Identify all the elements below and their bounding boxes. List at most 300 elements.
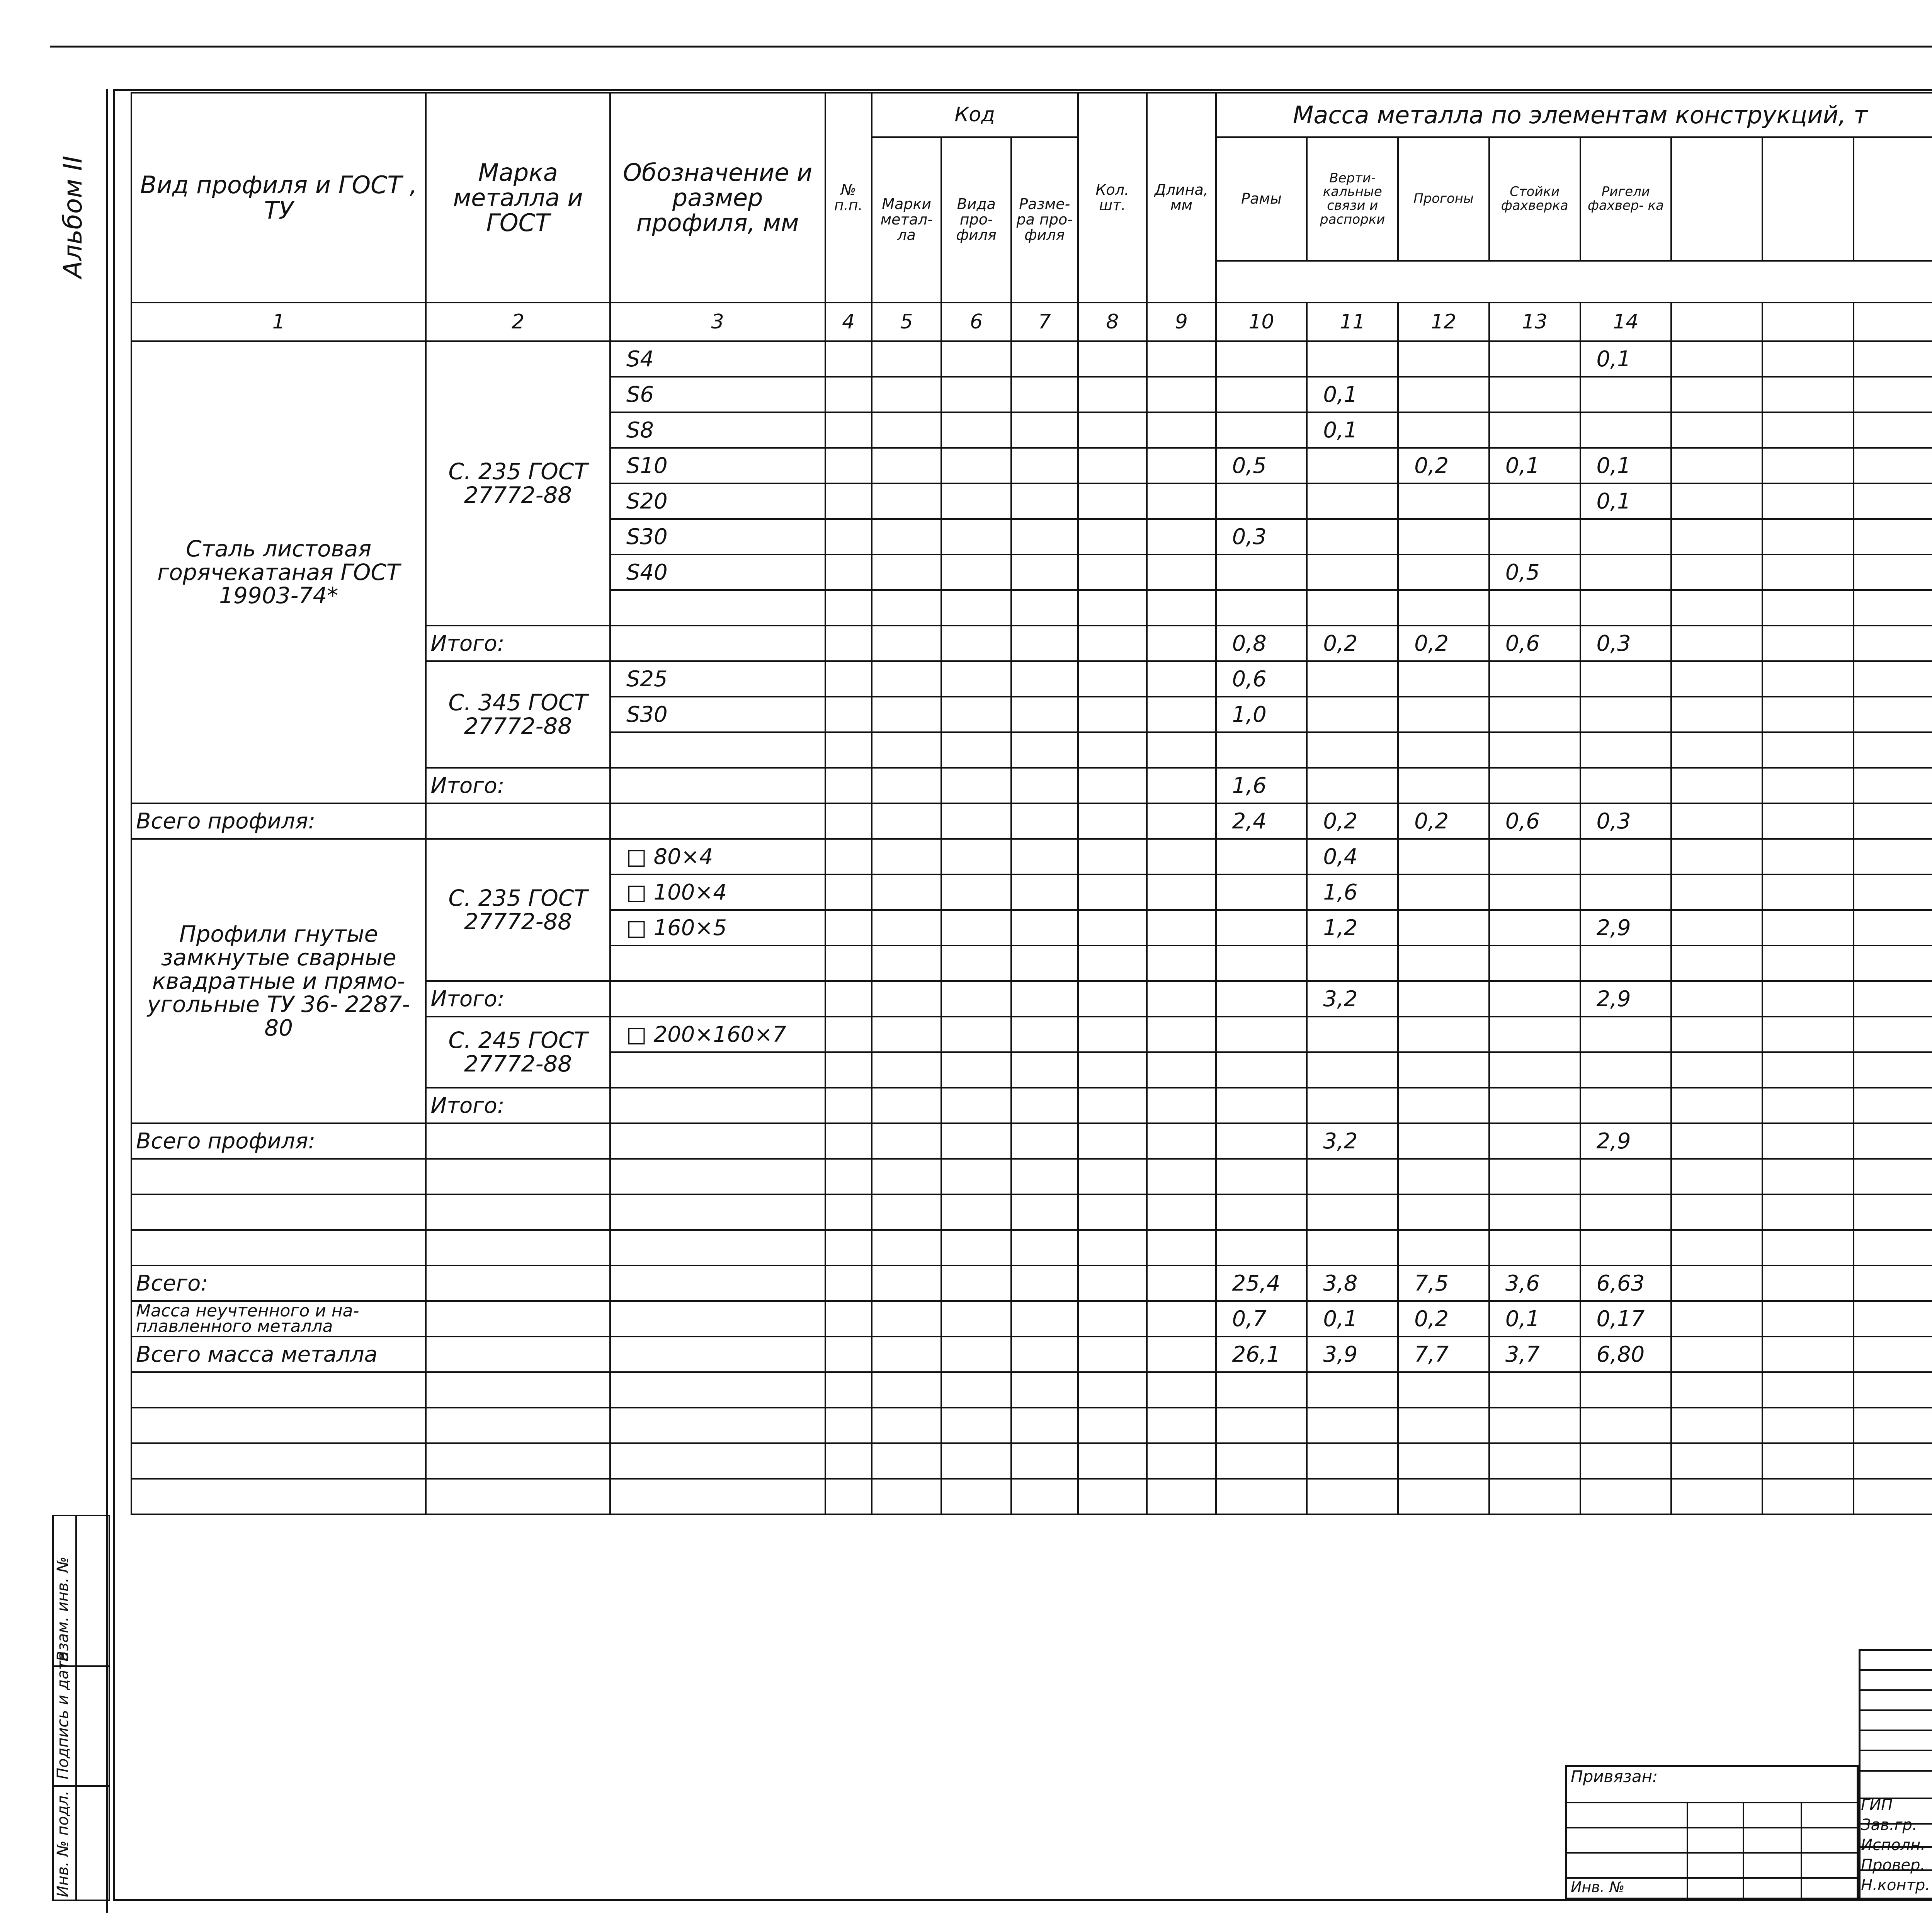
mass-cell-c13 bbox=[1489, 590, 1580, 626]
profile-size bbox=[610, 946, 825, 981]
mass-cell-c11 bbox=[1307, 448, 1398, 483]
table-row bbox=[131, 1159, 1932, 1194]
profile-size bbox=[610, 981, 825, 1017]
side-inv-orig-label: Инв. № подл. bbox=[54, 1791, 72, 1897]
mass-cell-c12: 7,7 bbox=[1398, 1337, 1489, 1372]
empty-cell bbox=[1762, 412, 1854, 448]
empty-cell bbox=[1078, 1479, 1147, 1514]
empty-cell bbox=[1671, 697, 1762, 732]
empty-cell bbox=[1078, 1408, 1147, 1443]
empty-cell bbox=[1078, 590, 1147, 626]
empty-cell bbox=[872, 1159, 942, 1194]
profile-size: □ 160×5 bbox=[610, 910, 825, 946]
empty-cell bbox=[1854, 1123, 1932, 1159]
empty-cell bbox=[872, 1408, 942, 1443]
row-label bbox=[131, 1408, 426, 1443]
table-row bbox=[131, 1265, 1932, 1301]
mass-cell-c11 bbox=[1307, 341, 1398, 377]
empty-cell bbox=[1671, 554, 1762, 590]
empty-cell bbox=[1762, 1017, 1854, 1052]
profile-size: □ 200×160×7 bbox=[610, 1017, 825, 1052]
mass-cell-c12: 0,2 bbox=[1398, 626, 1489, 661]
specification-table bbox=[131, 92, 1932, 1515]
profile-category: Сталь листовая горячекатаная ГОСТ 19903-74* bbox=[131, 341, 426, 803]
mass-cell-c12 bbox=[1398, 1194, 1489, 1230]
profile-size bbox=[610, 803, 825, 839]
mass-cell-c13 bbox=[1489, 981, 1580, 1017]
empty-cell bbox=[825, 448, 872, 483]
mass-cell-c14 bbox=[1580, 839, 1672, 874]
empty-cell bbox=[1078, 946, 1147, 981]
mass-cell-c10: 0,5 bbox=[1216, 448, 1307, 483]
profile-size: S6 bbox=[610, 377, 825, 412]
col-num: 13 bbox=[1489, 303, 1580, 341]
empty-cell bbox=[941, 1408, 1011, 1443]
mass-cell-c12 bbox=[1398, 1017, 1489, 1052]
empty-cell bbox=[1762, 1337, 1854, 1372]
top-frame-line bbox=[50, 46, 1932, 48]
empty-cell bbox=[1762, 1159, 1854, 1194]
empty-cell bbox=[872, 803, 942, 839]
empty-cell bbox=[1671, 839, 1762, 874]
mass-cell-c13 bbox=[1489, 661, 1580, 697]
empty-cell bbox=[1011, 519, 1078, 554]
header-length: Длина, мм bbox=[1147, 93, 1216, 303]
mass-cell-c14: 0,1 bbox=[1580, 448, 1672, 483]
col-num bbox=[1762, 303, 1854, 341]
subtotal-label: Итого: bbox=[426, 626, 610, 661]
mass-cell-c13 bbox=[1489, 732, 1580, 768]
subtotal-label bbox=[426, 1123, 610, 1159]
header-steel-grade: Марка металла и ГОСТ bbox=[426, 93, 610, 303]
empty-cell bbox=[872, 946, 942, 981]
mass-cell-c11: 1,6 bbox=[1307, 874, 1398, 910]
mass-cell-c11 bbox=[1307, 1017, 1398, 1052]
mass-cell-c14 bbox=[1580, 946, 1672, 981]
col-num: 11 bbox=[1307, 303, 1398, 341]
subtotal-label bbox=[426, 803, 610, 839]
subtotal-label bbox=[426, 1479, 610, 1514]
empty-cell bbox=[1762, 1194, 1854, 1230]
mass-cell-c11 bbox=[1307, 1194, 1398, 1230]
mass-cell-c14 bbox=[1580, 1159, 1672, 1194]
profile-size bbox=[610, 1194, 825, 1230]
mass-cell-c14: 2,9 bbox=[1580, 981, 1672, 1017]
empty-cell bbox=[872, 874, 942, 910]
empty-cell bbox=[825, 946, 872, 981]
empty-cell bbox=[1147, 1052, 1216, 1088]
profile-size: S20 bbox=[610, 483, 825, 519]
empty-cell bbox=[1078, 1230, 1147, 1265]
empty-cell bbox=[1078, 1052, 1147, 1088]
empty-cell bbox=[1147, 732, 1216, 768]
empty-cell bbox=[1078, 1265, 1147, 1301]
empty-cell bbox=[1854, 697, 1932, 732]
mass-cell-c14 bbox=[1580, 874, 1672, 910]
mass-cell-c12 bbox=[1398, 1443, 1489, 1479]
mass-cell-c14 bbox=[1580, 1443, 1672, 1479]
empty-cell bbox=[872, 697, 942, 732]
empty-cell bbox=[1762, 1479, 1854, 1514]
mass-cell-c12 bbox=[1398, 981, 1489, 1017]
empty-cell bbox=[1671, 768, 1762, 803]
empty-cell bbox=[825, 483, 872, 519]
empty-cell bbox=[872, 1479, 942, 1514]
header-code-profile: Вида про- филя bbox=[941, 137, 1011, 303]
empty-cell bbox=[1078, 1159, 1147, 1194]
mass-cell-c13 bbox=[1489, 412, 1580, 448]
mass-cell-c13: 0,6 bbox=[1489, 626, 1580, 661]
empty-cell bbox=[825, 554, 872, 590]
mass-cell-c13 bbox=[1489, 1479, 1580, 1514]
mass-cell-c12 bbox=[1398, 590, 1489, 626]
mass-cell-c10 bbox=[1216, 483, 1307, 519]
header-item-no: № п.п. bbox=[825, 93, 872, 303]
empty-cell bbox=[872, 1194, 942, 1230]
empty-cell bbox=[1011, 803, 1078, 839]
empty-cell bbox=[1147, 874, 1216, 910]
mass-cell-c13: 0,1 bbox=[1489, 1301, 1580, 1337]
empty-cell bbox=[1147, 1159, 1216, 1194]
mass-cell-c10: 0,8 bbox=[1216, 626, 1307, 661]
mass-cell-c10 bbox=[1216, 1230, 1307, 1265]
empty-cell bbox=[941, 448, 1011, 483]
empty-cell bbox=[941, 412, 1011, 448]
subtotal-label: Итого: bbox=[426, 768, 610, 803]
mass-cell-c11: 0,2 bbox=[1307, 803, 1398, 839]
row-label bbox=[131, 1159, 426, 1194]
empty-cell bbox=[825, 1408, 872, 1443]
empty-cell bbox=[1147, 1088, 1216, 1123]
header-code: Код bbox=[872, 93, 1078, 137]
empty-cell bbox=[1078, 1194, 1147, 1230]
empty-cell bbox=[872, 1123, 942, 1159]
col-num: 3 bbox=[610, 303, 825, 341]
col-num: 1 bbox=[131, 303, 426, 341]
empty-cell bbox=[1854, 1443, 1932, 1479]
table-row bbox=[131, 1479, 1932, 1514]
mass-cell-c11 bbox=[1307, 1052, 1398, 1088]
mass-cell-c10 bbox=[1216, 1088, 1307, 1123]
empty-cell bbox=[1854, 1372, 1932, 1408]
mass-cell-c12 bbox=[1398, 1088, 1489, 1123]
empty-cell bbox=[1854, 1017, 1932, 1052]
empty-cell bbox=[1854, 1479, 1932, 1514]
mass-cell-c11 bbox=[1307, 1479, 1398, 1514]
empty-cell bbox=[872, 1017, 942, 1052]
mass-cell-c12 bbox=[1398, 732, 1489, 768]
mass-cell-c14: 0,3 bbox=[1580, 626, 1672, 661]
empty-cell bbox=[825, 1265, 872, 1301]
empty-cell bbox=[825, 732, 872, 768]
mass-cell-c12 bbox=[1398, 519, 1489, 554]
empty-cell bbox=[1762, 874, 1854, 910]
mass-cell-c14: 0,1 bbox=[1580, 483, 1672, 519]
empty-cell bbox=[1671, 874, 1762, 910]
mass-cell-c12 bbox=[1398, 1159, 1489, 1194]
profile-size bbox=[610, 1230, 825, 1265]
empty-cell bbox=[1854, 768, 1932, 803]
subtotal-label bbox=[426, 1408, 610, 1443]
empty-cell bbox=[1854, 732, 1932, 768]
mass-cell-c13 bbox=[1489, 519, 1580, 554]
empty-cell bbox=[1671, 341, 1762, 377]
empty-cell bbox=[941, 590, 1011, 626]
subtotal-label bbox=[426, 1194, 610, 1230]
mass-cell-c10: 26,1 bbox=[1216, 1337, 1307, 1372]
empty-cell bbox=[1078, 1017, 1147, 1052]
empty-cell bbox=[941, 910, 1011, 946]
mass-cell-c13 bbox=[1489, 341, 1580, 377]
empty-cell bbox=[1078, 803, 1147, 839]
empty-cell bbox=[825, 341, 872, 377]
empty-cell bbox=[1762, 1408, 1854, 1443]
empty-cell bbox=[1078, 341, 1147, 377]
mass-cell-c14 bbox=[1580, 1230, 1672, 1265]
empty-cell bbox=[1011, 981, 1078, 1017]
empty-cell bbox=[825, 981, 872, 1017]
profile-size bbox=[610, 1443, 825, 1479]
empty-cell bbox=[825, 1337, 872, 1372]
empty-cell bbox=[941, 1479, 1011, 1514]
row-label: Всего профиля: bbox=[131, 1123, 426, 1159]
mass-cell-c11: 0,4 bbox=[1307, 839, 1398, 874]
mass-cell-c14: 6,80 bbox=[1580, 1337, 1672, 1372]
subtotal-label: Итого: bbox=[426, 1088, 610, 1123]
profile-size: □ 100×4 bbox=[610, 874, 825, 910]
table-header bbox=[131, 93, 1932, 341]
mass-cell-c10 bbox=[1216, 1017, 1307, 1052]
mass-cell-c10: 0,3 bbox=[1216, 519, 1307, 554]
mass-cell-c14 bbox=[1580, 1372, 1672, 1408]
empty-cell bbox=[1011, 590, 1078, 626]
empty-cell bbox=[1854, 412, 1932, 448]
empty-cell bbox=[825, 874, 872, 910]
col-num: 10 bbox=[1216, 303, 1307, 341]
empty-cell bbox=[1147, 341, 1216, 377]
mass-cell-c11 bbox=[1307, 1443, 1398, 1479]
mass-cell-c11 bbox=[1307, 661, 1398, 697]
empty-cell bbox=[1011, 910, 1078, 946]
subtotal-label bbox=[426, 1301, 610, 1337]
empty-cell bbox=[1147, 803, 1216, 839]
signature-role: Исполн. bbox=[1861, 1836, 1925, 1854]
table-row bbox=[131, 1337, 1932, 1372]
mass-cell-c10 bbox=[1216, 732, 1307, 768]
side-vzam-label: Взам. инв. № bbox=[54, 1556, 72, 1662]
col-num: 8 bbox=[1078, 303, 1147, 341]
profile-size bbox=[610, 1123, 825, 1159]
empty-cell bbox=[825, 590, 872, 626]
empty-cell bbox=[1854, 1230, 1932, 1265]
mass-cell-c10 bbox=[1216, 377, 1307, 412]
empty-cell bbox=[1011, 1443, 1078, 1479]
empty-cell bbox=[1078, 874, 1147, 910]
empty-cell bbox=[1078, 697, 1147, 732]
empty-cell bbox=[1147, 1408, 1216, 1443]
empty-cell bbox=[872, 626, 942, 661]
mass-cell-c13 bbox=[1489, 377, 1580, 412]
profile-size: S4 bbox=[610, 341, 825, 377]
header-blank-col bbox=[1762, 137, 1854, 261]
empty-cell bbox=[872, 661, 942, 697]
binding-label: Привязан: bbox=[1571, 1767, 1658, 1786]
mass-cell-c11 bbox=[1307, 768, 1398, 803]
empty-cell bbox=[1147, 1265, 1216, 1301]
empty-cell bbox=[941, 768, 1011, 803]
empty-cell bbox=[1762, 341, 1854, 377]
empty-cell bbox=[872, 1337, 942, 1372]
empty-cell bbox=[1147, 377, 1216, 412]
mass-cell-c11: 0,2 bbox=[1307, 626, 1398, 661]
empty-cell bbox=[1854, 519, 1932, 554]
empty-cell bbox=[1671, 1088, 1762, 1123]
empty-cell bbox=[1671, 626, 1762, 661]
steel-grade: С. 245 ГОСТ 27772-88 bbox=[426, 1017, 610, 1088]
empty-cell bbox=[1854, 1088, 1932, 1123]
empty-cell bbox=[1671, 1159, 1762, 1194]
empty-cell bbox=[941, 1301, 1011, 1337]
empty-cell bbox=[1762, 554, 1854, 590]
mass-cell-c12 bbox=[1398, 1408, 1489, 1443]
header-profile-size: Обозначение и размер профиля, мм bbox=[610, 93, 825, 303]
col-num: 2 bbox=[426, 303, 610, 341]
col-num: 12 bbox=[1398, 303, 1489, 341]
empty-cell bbox=[1854, 626, 1932, 661]
empty-cell bbox=[1011, 1479, 1078, 1514]
profile-size bbox=[610, 1337, 825, 1372]
col-num: 5 bbox=[872, 303, 942, 341]
empty-cell bbox=[941, 1372, 1011, 1408]
empty-cell bbox=[825, 412, 872, 448]
mass-cell-c14 bbox=[1580, 412, 1672, 448]
empty-cell bbox=[1078, 1123, 1147, 1159]
mass-cell-c12: 0,2 bbox=[1398, 448, 1489, 483]
empty-cell bbox=[825, 377, 872, 412]
mass-cell-c12: 7,5 bbox=[1398, 1265, 1489, 1301]
empty-cell bbox=[941, 839, 1011, 874]
mass-cell-c10 bbox=[1216, 1408, 1307, 1443]
empty-cell bbox=[1671, 519, 1762, 554]
mass-cell-c14 bbox=[1580, 1088, 1672, 1123]
mass-cell-c12 bbox=[1398, 1372, 1489, 1408]
empty-cell bbox=[1854, 448, 1932, 483]
empty-cell bbox=[941, 626, 1011, 661]
empty-cell bbox=[872, 1230, 942, 1265]
empty-cell bbox=[1854, 1408, 1932, 1443]
empty-cell bbox=[1147, 483, 1216, 519]
col-num bbox=[1854, 303, 1932, 341]
mass-cell-c12 bbox=[1398, 697, 1489, 732]
header-blank-band bbox=[1216, 261, 1932, 303]
empty-cell bbox=[872, 1088, 942, 1123]
mass-cell-c10: 0,6 bbox=[1216, 661, 1307, 697]
empty-cell bbox=[1147, 626, 1216, 661]
empty-cell bbox=[1011, 732, 1078, 768]
empty-cell bbox=[872, 1052, 942, 1088]
header-bracing: Верти- кальные связи и распорки bbox=[1307, 137, 1398, 261]
table-row bbox=[131, 1194, 1932, 1230]
profile-size bbox=[610, 1301, 825, 1337]
empty-cell bbox=[1147, 590, 1216, 626]
mass-cell-c12 bbox=[1398, 661, 1489, 697]
header-blank-col bbox=[1671, 137, 1762, 261]
empty-cell bbox=[872, 1265, 942, 1301]
inventory-label: Инв. № bbox=[1571, 1879, 1625, 1896]
empty-cell bbox=[1762, 1265, 1854, 1301]
empty-cell bbox=[1147, 1443, 1216, 1479]
mass-cell-c10: 1,0 bbox=[1216, 697, 1307, 732]
empty-cell bbox=[825, 1372, 872, 1408]
mass-cell-c14: 0,1 bbox=[1580, 341, 1672, 377]
empty-cell bbox=[1011, 1372, 1078, 1408]
profile-size bbox=[610, 1479, 825, 1514]
empty-cell bbox=[1147, 1230, 1216, 1265]
empty-cell bbox=[1671, 732, 1762, 768]
empty-cell bbox=[1671, 981, 1762, 1017]
empty-cell bbox=[825, 1194, 872, 1230]
mass-cell-c12 bbox=[1398, 483, 1489, 519]
empty-cell bbox=[1762, 839, 1854, 874]
empty-cell bbox=[1854, 1301, 1932, 1337]
col-num: 9 bbox=[1147, 303, 1216, 341]
table-row bbox=[131, 341, 1932, 377]
empty-cell bbox=[1147, 910, 1216, 946]
empty-cell bbox=[1147, 1479, 1216, 1514]
profile-size bbox=[610, 1159, 825, 1194]
header-wall-girts: Ригели фахвер- ка bbox=[1580, 137, 1672, 261]
profile-size: S25 bbox=[610, 661, 825, 697]
row-label bbox=[131, 1230, 426, 1265]
signature-role: ГИП bbox=[1861, 1796, 1893, 1814]
empty-cell bbox=[1078, 661, 1147, 697]
empty-cell bbox=[941, 946, 1011, 981]
mass-cell-c14: 2,9 bbox=[1580, 1123, 1672, 1159]
empty-cell bbox=[872, 981, 942, 1017]
mass-cell-c13: 3,7 bbox=[1489, 1337, 1580, 1372]
empty-cell bbox=[1854, 1159, 1932, 1194]
empty-cell bbox=[1762, 732, 1854, 768]
empty-cell bbox=[872, 590, 942, 626]
empty-cell bbox=[872, 341, 942, 377]
empty-cell bbox=[941, 1052, 1011, 1088]
empty-cell bbox=[1854, 554, 1932, 590]
empty-cell bbox=[1762, 448, 1854, 483]
header-quantity: Кол. шт. bbox=[1078, 93, 1147, 303]
empty-cell bbox=[1147, 768, 1216, 803]
empty-cell bbox=[941, 661, 1011, 697]
empty-cell bbox=[1011, 661, 1078, 697]
mass-cell-c13 bbox=[1489, 874, 1580, 910]
mass-cell-c10 bbox=[1216, 1443, 1307, 1479]
mass-cell-c13: 3,6 bbox=[1489, 1265, 1580, 1301]
empty-cell bbox=[825, 1443, 872, 1479]
profile-size bbox=[610, 1088, 825, 1123]
empty-cell bbox=[1854, 1265, 1932, 1301]
row-label: Всего: bbox=[131, 1265, 426, 1301]
empty-cell bbox=[941, 732, 1011, 768]
empty-cell bbox=[1854, 946, 1932, 981]
mass-cell-c10 bbox=[1216, 839, 1307, 874]
empty-cell bbox=[1762, 626, 1854, 661]
empty-cell bbox=[825, 697, 872, 732]
mass-cell-c11 bbox=[1307, 590, 1398, 626]
empty-cell bbox=[1078, 483, 1147, 519]
mass-cell-c11 bbox=[1307, 1088, 1398, 1123]
empty-cell bbox=[1671, 1301, 1762, 1337]
mass-cell-c10: 1,6 bbox=[1216, 768, 1307, 803]
empty-cell bbox=[1147, 412, 1216, 448]
